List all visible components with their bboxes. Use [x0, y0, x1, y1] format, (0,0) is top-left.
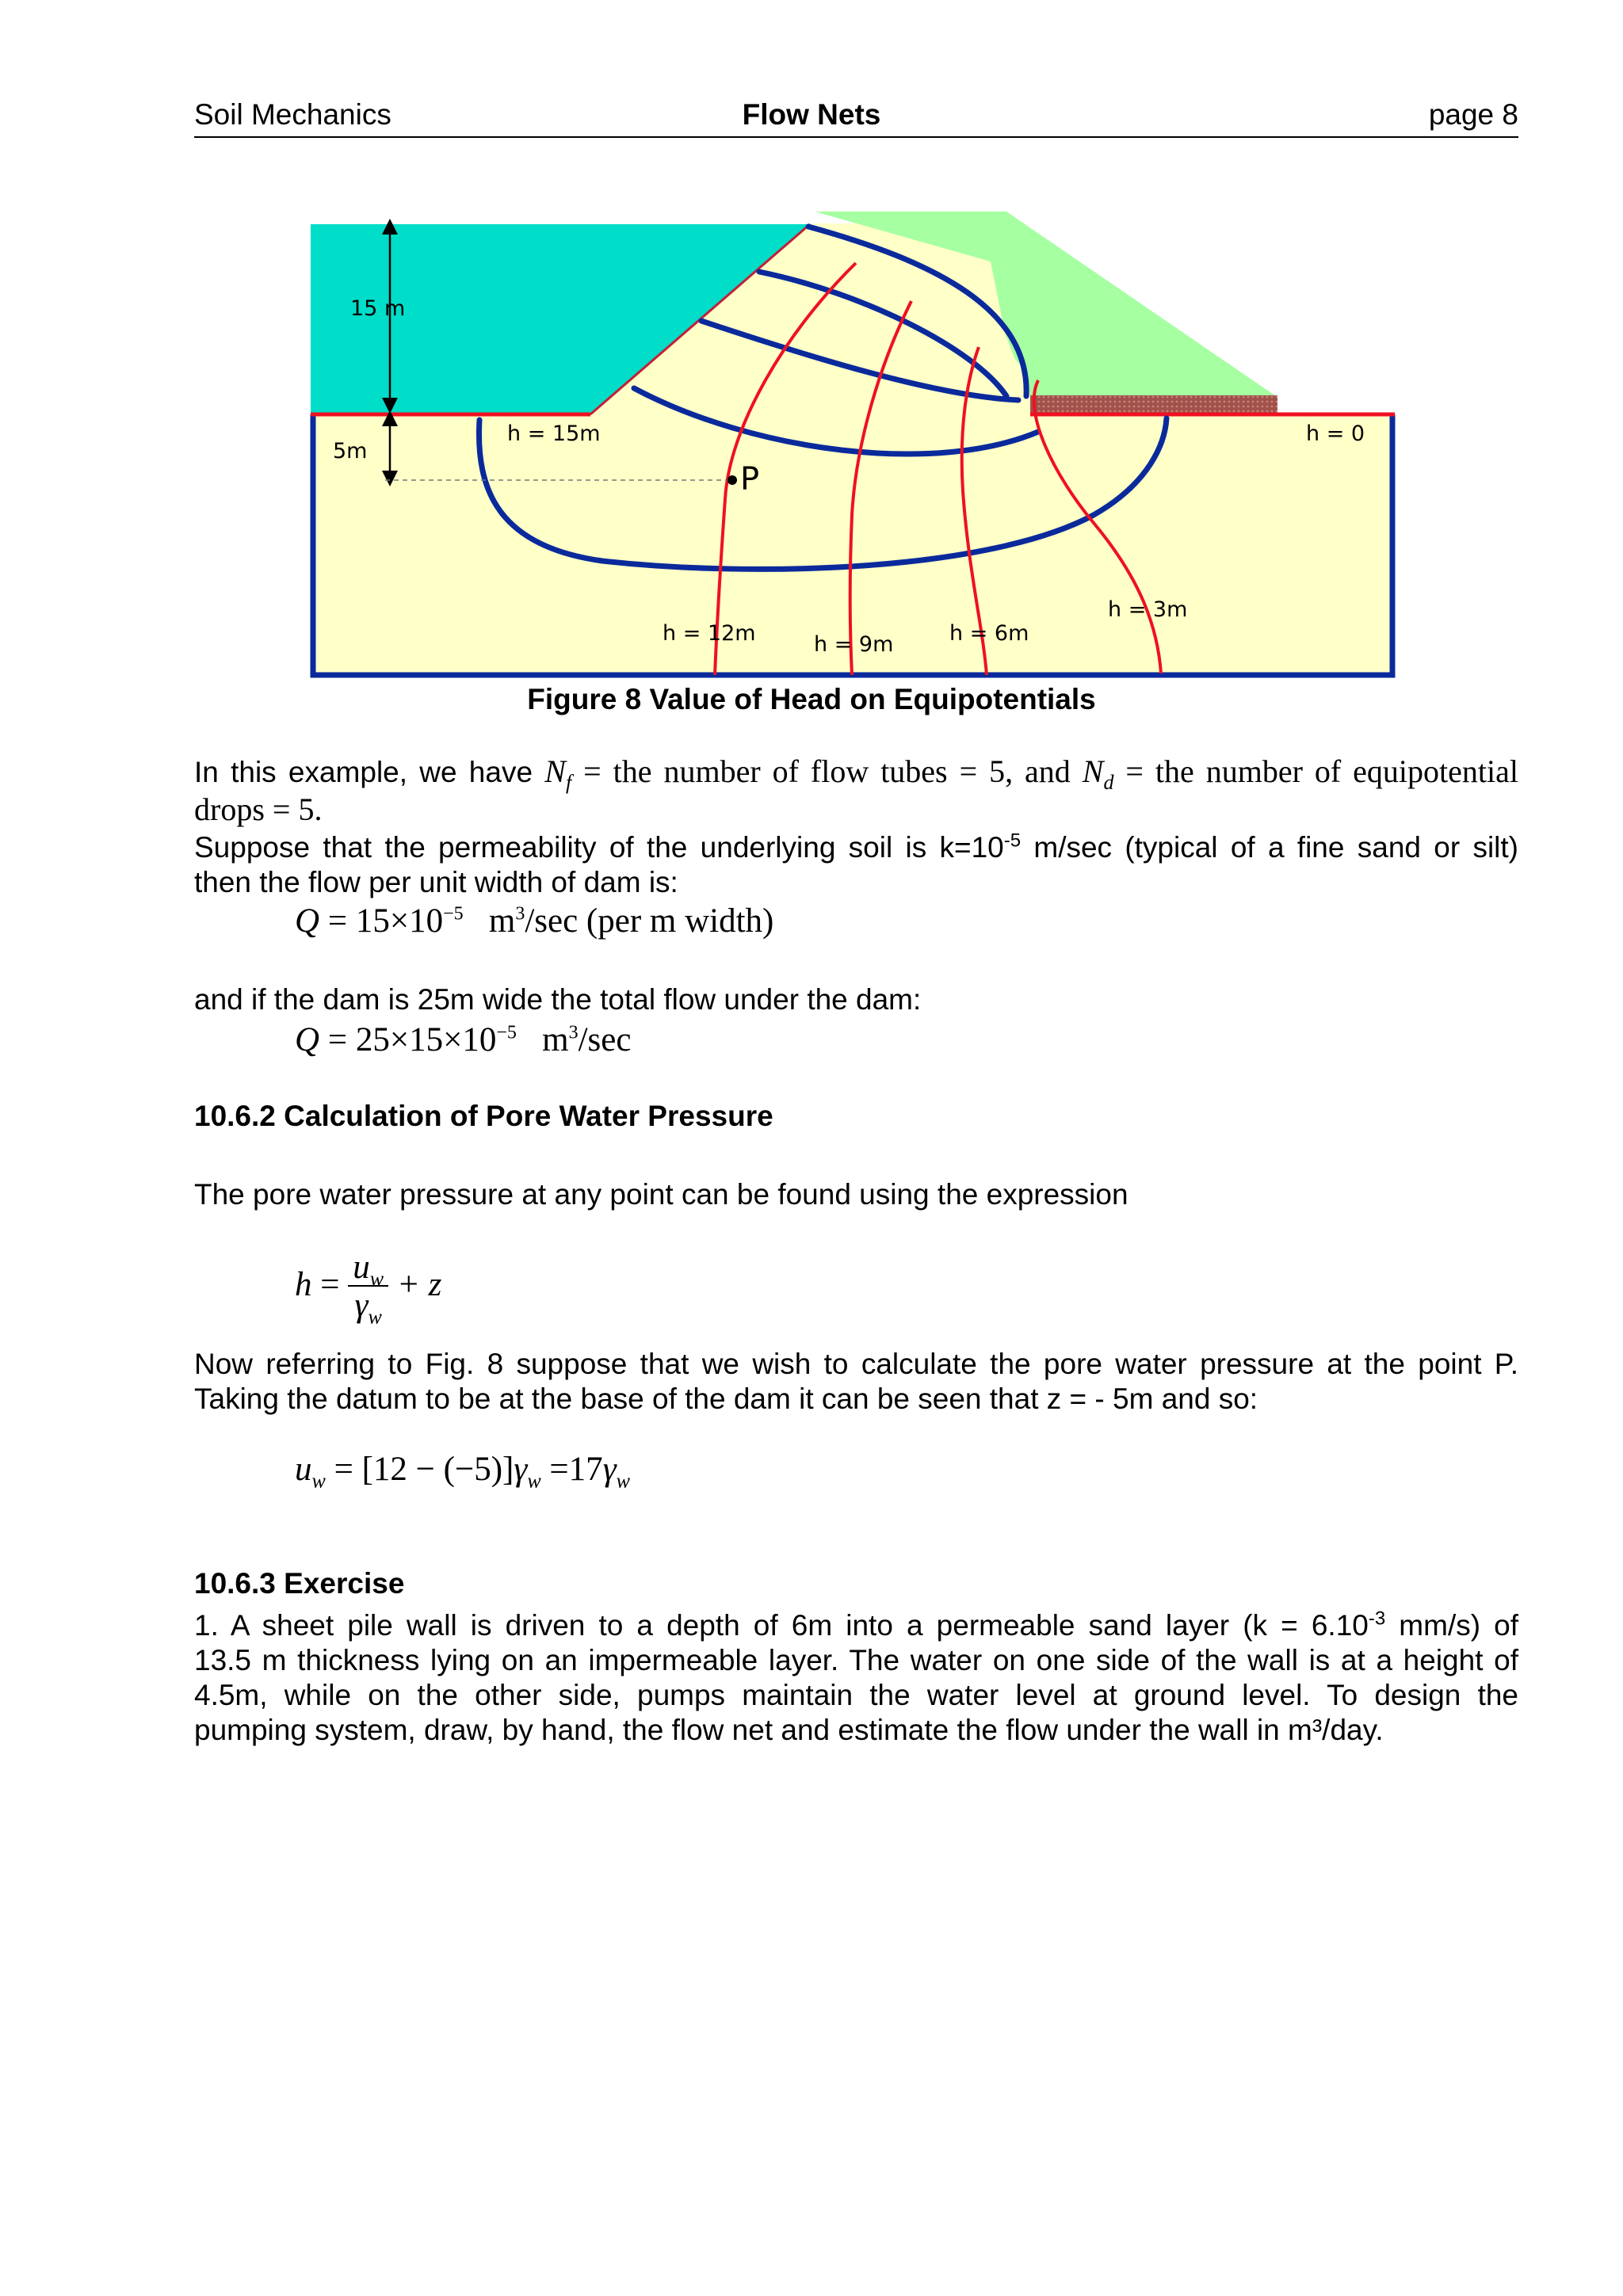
- exercise-line3: 4.5m, while on the other side, pumps maintain the water level at ground level. To design the: [194, 1679, 1518, 1711]
- flow-net-figure: [0, 0, 1623, 713]
- paragraph-fig8-reference-line1: Now referring to Fig. 8 suppose that we wish to calculate the pore water pressure at the point P.: [194, 1348, 1518, 1380]
- equation-pore-pressure-result: $u_w = [12 - (-5)]\gamma_w =17\gamma_w$: [295, 1451, 630, 1493]
- point-p-marker: [727, 475, 737, 485]
- figure-caption: Figure 8 Value of Head on Equipotentials: [527, 683, 1096, 715]
- label-h3: h = 3m: [1108, 597, 1188, 622]
- paragraph-permeability-line2: then the flow per unit width of dam is:: [194, 866, 678, 898]
- label-h12: h = 12m: [663, 621, 756, 646]
- exercise-line1: 1. A sheet pile wall is driven to a depth of 6m into a permeable sand layer ($k = 6.10^{-3}$ mm/s) of: [194, 1608, 1518, 1642]
- exercise-line4: pumping system, draw, by hand, the flow net and estimate the flow under the wall in m³/day.: [194, 1714, 1384, 1746]
- section-heading-10-6-3: 10.6.3 Exercise: [194, 1567, 405, 1600]
- equation-flow-per-width: $Q = 15\times 10^{-5}$ $m^3/\sec$ (per m width): [295, 902, 774, 940]
- label-h0: h = 0: [1306, 421, 1365, 446]
- header-chapter-title: Flow Nets: [742, 98, 881, 131]
- paragraph-fig8-reference-line2: Taking the datum to be at the base of the dam it can be seen that z = - 5m and so:: [194, 1383, 1258, 1415]
- section-heading-10-6-2: 10.6.2 Calculation of Pore Water Pressure: [194, 1100, 773, 1132]
- label-h6: h = 6m: [949, 621, 1029, 646]
- exercise-line2: 13.5 m thickness lying on an impermeable layer. The water on one side of the wall is at a height of: [194, 1644, 1518, 1676]
- paragraph-pore-pressure-intro: The pore water pressure at any point can be found using the expression: [194, 1178, 1128, 1211]
- equation-total-flow: $Q = 25\times 15\times 10^{-5}$ $m^3/\sec$: [295, 1021, 632, 1058]
- paragraph-total-flow: and if the dam is 25m wide the total flow under the dam:: [194, 983, 922, 1016]
- label-point-p: P: [740, 461, 760, 498]
- label-h15: h = 15m: [507, 421, 601, 446]
- label-15m: 15 m: [350, 296, 406, 321]
- paragraph-flow-tubes-line1: In this example, we have $N_f$ = the number of flow tubes = 5, and $N_d$ = the number of equipotential: [194, 753, 1518, 794]
- header-course-title: Soil Mechanics: [194, 98, 391, 131]
- label-5m: 5m: [333, 439, 368, 463]
- paragraph-permeability-line1: Suppose that the permeability of the underlying soil is $k=10^{-5}$ m/sec (typical of a fine sand or silt): [194, 830, 1518, 864]
- label-h9: h = 9m: [814, 632, 894, 657]
- equation-head-definition: h = $\frac{u_w}{\gamma_w}$ + z: [295, 1249, 442, 1329]
- drain-apron: [1030, 395, 1277, 414]
- paragraph-flow-tubes-line2: drops = 5.: [194, 791, 323, 827]
- header-page-number: page 8: [1428, 98, 1518, 131]
